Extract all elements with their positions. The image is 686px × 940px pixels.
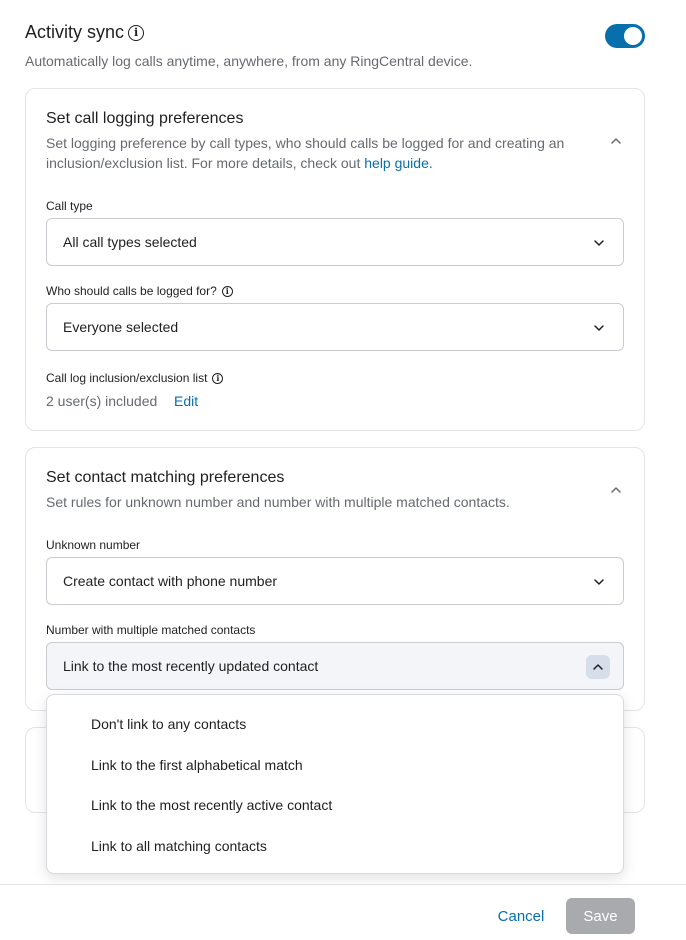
cancel-button[interactable]: Cancel	[490, 898, 552, 934]
call-logging-description	[46, 133, 606, 173]
who-logged-label-text: Who should calls be logged for?	[46, 284, 217, 298]
chevron-up-icon	[592, 661, 604, 673]
multiple-matches-label-text: Number with multiple matched contacts	[46, 623, 256, 637]
call-logging-description-text: Set logging preference by call types, who should calls be logged for and creating an inclusion/exclusion list. For more details, check out	[46, 135, 565, 171]
help-guide-link[interactable]: help guide	[364, 155, 429, 171]
page-title	[25, 22, 144, 43]
unknown-number-label-text: Unknown number	[46, 538, 141, 552]
unknown-number-select[interactable]	[46, 557, 624, 605]
call-type-label-text: Call type	[46, 199, 93, 213]
chevron-up-icon[interactable]	[610, 484, 622, 496]
page-description: Automatically log calls anytime, anywhere, from any RingCentral device.	[25, 53, 473, 69]
menu-item[interactable]: Don't link to any contacts	[91, 716, 247, 732]
menu-item[interactable]: Link to all matching contacts	[91, 838, 267, 854]
chevron-down-icon	[593, 322, 605, 334]
who-logged-select[interactable]	[46, 303, 624, 351]
call-logging-title: Set call logging preferences	[46, 110, 244, 127]
footer-divider	[0, 884, 686, 885]
chevron-down-icon	[593, 576, 605, 588]
contact-matching-title: Set contact matching preferences	[46, 469, 285, 486]
description-period: .	[428, 155, 433, 171]
menu-item[interactable]: Link to the first alphabetical match	[91, 757, 303, 773]
inclusion-edit-link[interactable]: Edit	[174, 393, 199, 409]
info-icon[interactable]: i	[222, 286, 233, 297]
inclusion-count: 2 user(s) included	[46, 393, 158, 409]
call-type-select[interactable]	[46, 218, 624, 266]
activity-sync-toggle[interactable]	[605, 24, 645, 48]
multiple-matches-menu	[46, 694, 624, 874]
contact-matching-card	[25, 447, 645, 711]
call-logging-card	[25, 88, 645, 431]
unknown-number-label	[46, 538, 140, 552]
unknown-number-value: Create contact with phone number	[63, 573, 278, 589]
who-logged-value: Everyone selected	[63, 319, 179, 335]
toggle-knob	[624, 27, 642, 45]
multiple-matches-label	[46, 623, 255, 637]
call-type-value: All call types selected	[63, 234, 197, 250]
save-button[interactable]: Save	[566, 898, 635, 934]
multiple-matches-select[interactable]	[46, 642, 624, 690]
menu-item[interactable]: Link to the most recently active contact	[91, 797, 333, 813]
chevron-down-icon	[593, 237, 605, 249]
info-icon[interactable]: i	[212, 373, 223, 384]
info-icon[interactable]: i	[128, 25, 144, 41]
inclusion-list-label-text: Call log inclusion/exclusion list	[46, 371, 208, 385]
who-logged-label	[46, 284, 233, 298]
call-type-label	[46, 199, 93, 213]
collapse-dropdown-button[interactable]	[586, 655, 610, 679]
inclusion-list-label	[46, 371, 223, 385]
contact-matching-description: Set rules for unknown number and number with multiple matched contacts.	[46, 494, 510, 510]
multiple-matches-value: Link to the most recently updated contact	[63, 658, 319, 674]
chevron-up-icon[interactable]	[610, 135, 622, 147]
page-title-text: Activity sync	[25, 22, 125, 42]
